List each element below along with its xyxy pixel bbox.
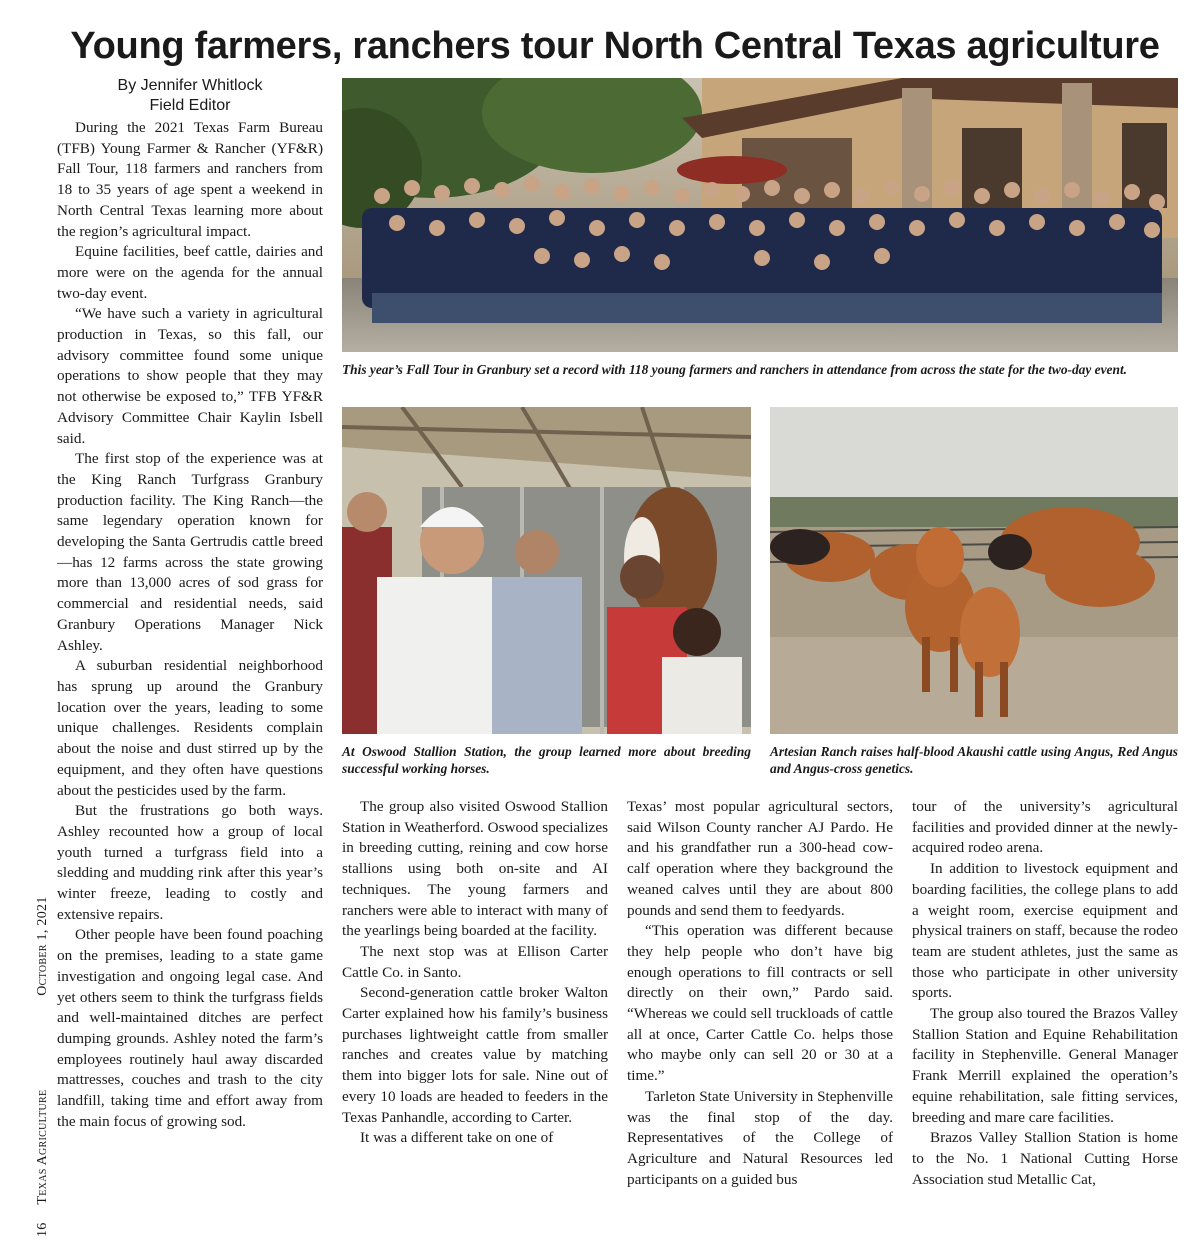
article-column-2: [342, 797, 608, 1237]
article-headline: Young farmers, ranchers tour North Central Texas agriculture: [70, 25, 1160, 67]
group-photo: [342, 78, 1178, 352]
paragraph: The group also visited Oswood Stallion Station in Weatherford. Oswood specializes in breeding cutting, reining and cow horse stallions using both on-site and AI techniques. The young farmers and ranchers were able to interact with many of the yearlings being boarded at the facility.: [342, 798, 608, 940]
horse-photo-caption: At Oswood Stallion Station, the group learned more about breeding successful working horses.: [342, 744, 751, 776]
cattle-photo-caption: Artesian Ranch raises half-blood Akaushi cattle using Angus, Red Angus and Angus-cross genetics.: [770, 744, 1178, 776]
group-photo-caption: This year’s Fall Tour in Granbury set a record with 118 young farmers and ranchers in attendance from across the state for the two-day event.: [342, 362, 1128, 377]
publication-name: Texas Agriculture: [35, 1089, 50, 1205]
paragraph: Equine facilities, beef cattle, dairies and more were on the agenda for the annual two-day event.: [57, 243, 323, 302]
paragraph: Texas’ most popular agricultural sectors, said Wilson County rancher AJ Pardo. He and his grandfather run a 300-head cow-calf operation where they background the weaned calves until they are about 800 pounds and send them to feedyards.: [627, 798, 893, 919]
article-column-1: [57, 118, 323, 1238]
issue-date: October 1, 2021: [35, 896, 50, 996]
paragraph: The next stop was at Ellison Carter Cattle Co. in Santo.: [342, 942, 608, 981]
page-folio: [34, 857, 54, 1237]
paragraph: tour of the university’s agricultural facilities and provided dinner at the newly-acquired rodeo arena.: [912, 798, 1178, 857]
paragraph: A suburban residential neighborhood has sprung up around the Granbury location over the years, leading to some unique challenges. Residents complain about the noise and dust stirred up by the equipment, and they often have questions about the pesticides used by the farm.: [57, 657, 323, 799]
byline-author: By Jennifer Whitlock: [117, 77, 263, 94]
paragraph: Brazos Valley Stallion Station is home to the No. 1 National Cutting Horse Association stud Metallic Cat,: [912, 1129, 1178, 1188]
group-photo-image: [342, 78, 1178, 352]
paragraph: In addition to livestock equipment and boarding facilities, the college plans to add a weight room, exercise equipment and physical trainers on staff, because the rodeo team are student athletes, just the same as those who participate in other university sports.: [912, 860, 1178, 1002]
paragraph: Tarleton State University in Stephenville was the final stop of the day. Representatives of the College of Agriculture and Natural Resources led participants on a guided bus: [627, 1087, 893, 1188]
paragraph: During the 2021 Texas Farm Bureau (TFB) Young Farmer & Rancher (YF&R) Fall Tour, 118 farmers and ranchers from 18 to 35 years of age spent a weekend in North Central Texas learning more about the region’s agricultural impact.: [57, 119, 323, 240]
paragraph: The first stop of the experience was at the King Ranch Turfgrass Granbury production facility. The King Ranch—the same legendary operation known for developing the Santa Gertrudis cattle breed—has 12 farms across the state growing more than 13,000 acres of sod grass for commercial and residential needs, said Granbury Operations Manager Nick Ashley.: [57, 450, 323, 654]
paragraph: “This operation was different because they help people who don’t have big enough operations to fill contracts or sell directly on their own,” Pardo said. “Whereas we could sell truckloads of cattle all at once, Carter Cattle Co. helps those who maybe only can sell 20 or 30 at a time.”: [627, 922, 893, 1085]
cattle-photo-image: [770, 407, 1178, 734]
horse-photo: [342, 407, 751, 734]
paragraph: Other people have been found poaching on the premises, leading to a state game investigation and ongoing legal case. And yet others seem to think the turfgrass fields and well-maintained ditches are perfect dumping grounds. Ashley noted the farm’s employees routinely haul away discarded mattresses, couches and trash to the city landfill, taking time and effort away from the main focus of growing sod.: [57, 926, 323, 1130]
paragraph: The group also toured the Brazos Valley Stallion Station and Equine Rehabilitation facility in Stephenville. General Manager Frank Merrill explained the operation’s equine rehabilitation, sale fitting services, breeding and mare care facilities.: [912, 1005, 1178, 1126]
byline: [57, 76, 323, 116]
page-number: 16: [35, 1222, 50, 1237]
article-column-4: [912, 797, 1178, 1237]
paragraph: It was a different take on one of: [360, 1129, 554, 1147]
byline-title: Field Editor: [149, 97, 231, 114]
cattle-photo: [770, 407, 1178, 734]
paragraph: But the frustrations go both ways. Ashley recounted how a group of local youth turned a turfgrass field into a sledding and mudding rink after this year’s winter freeze, leading to costly and extensive repairs.: [57, 802, 323, 923]
paragraph: “We have such a variety in agricultural production in Texas, so this fall, our advisory committee found some unique operations to show people that they may not otherwise be exposed to,” TFB YF&R Advisory Committee Chair Kaylin Isbell said.: [57, 305, 323, 447]
horse-photo-image: [342, 407, 751, 734]
paragraph: Second-generation cattle broker Walton Carter explained how his family’s business purchases lightweight cattle from smaller ranches and creates value by matching them into bigger lots for sale. Nine out of every 10 loads are headed to feeders in the Texas Panhandle, according to Carter.: [342, 984, 608, 1126]
article-column-3: [627, 797, 893, 1237]
